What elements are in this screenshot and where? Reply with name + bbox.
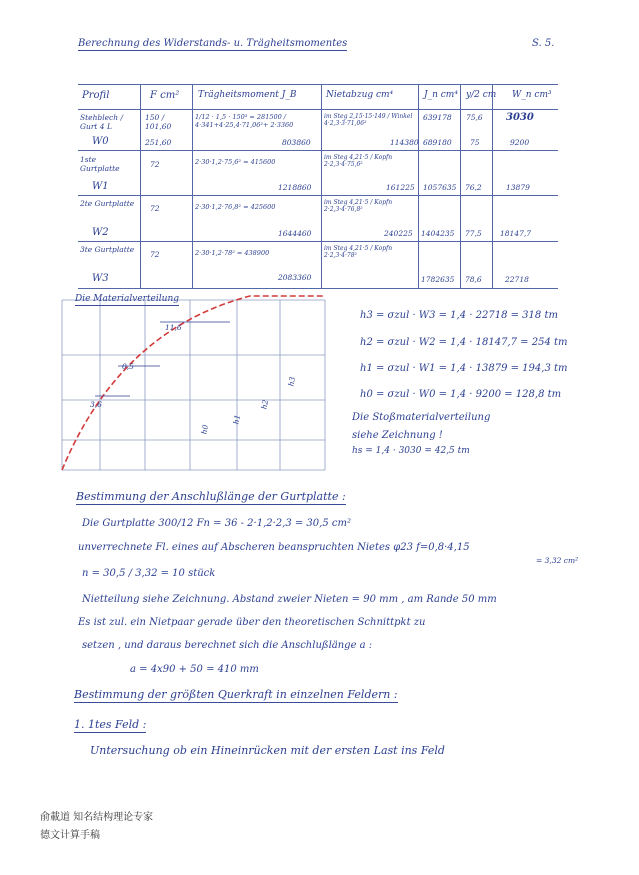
page-number: S. 5. bbox=[532, 38, 555, 49]
table-cell-niet: 161225 bbox=[386, 183, 415, 192]
diagram-label-h1: h1 bbox=[231, 413, 243, 426]
table-cell-f: 72 bbox=[150, 250, 160, 259]
table-cell-f: 72 bbox=[150, 160, 160, 169]
table-cell-y: 75 bbox=[470, 138, 480, 147]
formula-h2: h2 = σzul · W2 = 1,4 · 18147,7 = 254 tm bbox=[360, 337, 568, 348]
section-anschlusslaenge-title: Bestimmung der Anschlußlänge der Gurtplatte : bbox=[76, 490, 346, 503]
table-cell-j: 2083360 bbox=[278, 273, 312, 282]
table-cell-jn: 1057635 bbox=[423, 183, 457, 192]
table-cell-profil: 3te Gurtplatte bbox=[80, 245, 135, 254]
table-cell-w: 18147,7 bbox=[500, 229, 532, 238]
table-cell-f: 251,60 bbox=[145, 138, 172, 147]
table-header-nietabzug: Nietabzug cm⁴ bbox=[326, 90, 394, 100]
table-cell-w: 22718 bbox=[505, 275, 529, 284]
page-title: Berechnung des Widerstands- u. Trägheitsmomentes bbox=[78, 38, 348, 49]
table-cell-profil: W2 bbox=[92, 227, 109, 238]
table-cell-profil: 1ste Gurtplatte bbox=[80, 155, 120, 173]
text-line: setzen , und daraus berechnet sich die Anschlußlänge a : bbox=[82, 640, 373, 651]
text-line: n = 30,5 / 3,32 = 10 stück bbox=[82, 568, 216, 579]
table-cell-jn: 639178 bbox=[423, 113, 452, 122]
table-header-traegheit: Trägheitsmoment J_B bbox=[198, 90, 297, 100]
table-cell-j: 1644460 bbox=[278, 229, 312, 238]
table-cell-j: 803860 bbox=[282, 138, 311, 147]
table-cell-jn: 1404235 bbox=[421, 229, 455, 238]
table-header-y: y/2 cm bbox=[466, 90, 497, 100]
table-cell-jn: 689180 bbox=[423, 138, 452, 147]
note-siehe-zeichnung: siehe Zeichnung ! bbox=[352, 430, 443, 441]
diagram-label-dim2: 0,5 bbox=[122, 362, 134, 371]
table-cell-niet: 114380 bbox=[390, 138, 419, 147]
table-cell-j: 1218860 bbox=[278, 183, 312, 192]
watermark-line2: 德文计算手稿 bbox=[40, 830, 100, 841]
table-cell-f: 150 / 101,60 bbox=[145, 113, 172, 131]
note-stossmaterial: Die Stoßmaterialverteilung bbox=[352, 412, 491, 423]
table-cell-niet: im Steg 4,21·5 / Kopfn 2·2,3·4·78² bbox=[324, 245, 393, 259]
diagram-label-dim1: 3,6 bbox=[90, 400, 102, 409]
table-cell-w: 9200 bbox=[510, 138, 530, 147]
section-querkraft-title: Bestimmung der größten Querkraft in einzelnen Feldern : bbox=[74, 688, 398, 701]
diagram-label-h2: h2 bbox=[259, 398, 271, 411]
section-item-feld: 1. 1tes Feld : bbox=[74, 718, 147, 731]
formula-h0: h0 = σzul · W0 = 1,4 · 9200 = 128,8 tm bbox=[360, 389, 562, 400]
diagram-label-dim3: 11,6 bbox=[165, 323, 182, 332]
diagram-label-h3: h3 bbox=[286, 375, 298, 388]
text-line: = 3,32 cm² bbox=[536, 556, 579, 565]
table-cell-profil: Stehblech / Gurt 4 L bbox=[80, 113, 124, 131]
table-cell-niet: 240225 bbox=[384, 229, 413, 238]
table-cell-jn: 1782635 bbox=[421, 275, 455, 284]
table-header-wn: W_n cm³ bbox=[512, 90, 552, 100]
table-cell-y: 78,6 bbox=[465, 275, 482, 284]
table-cell-profil: W1 bbox=[92, 181, 109, 192]
watermark-line1: 俞載道 知名结构理论专家 bbox=[40, 812, 154, 823]
table-cell-niet: im Steg 2,15·15·149 / Winkel 4·2,3·3·71,06² bbox=[324, 113, 413, 127]
table-cell-niet: im Steg 4,21·5 / Kopfn 2·2,3·4·76,8² bbox=[324, 199, 393, 213]
text-line: a = 4x90 + 50 = 410 mm bbox=[130, 664, 259, 675]
table-cell-j: 1/12 · 1,5 · 150³ = 281500 / 4·341+4·25,4·71,06²+ 2·3360 bbox=[195, 113, 294, 129]
table-cell-y: 77,5 bbox=[465, 229, 482, 238]
table-cell-w: 13879 bbox=[506, 183, 530, 192]
table-header-jn: J_n cm⁴ bbox=[424, 90, 458, 100]
table-header-f: F cm² bbox=[150, 90, 180, 101]
text-line: Die Gurtplatte 300/12 Fn = 36 - 2·1,2·2,3 = 30,5 cm² bbox=[82, 518, 351, 529]
diagram-title: Die Materialverteilung bbox=[75, 294, 179, 304]
table-cell-y: 75,6 bbox=[466, 113, 483, 122]
table-cell-f: 72 bbox=[150, 204, 160, 213]
text-line: Untersuchung ob ein Hineinrücken mit der ersten Last ins Feld bbox=[90, 744, 445, 757]
table-cell-profil: W3 bbox=[92, 273, 109, 284]
text-line: Nietteilung siehe Zeichnung. Abstand zweier Nieten = 90 mm , am Rande 50 mm bbox=[82, 594, 497, 605]
table-cell-w: 3030 bbox=[506, 112, 534, 123]
table-cell-j: 2·30·1,2·78² = 438900 bbox=[195, 249, 270, 257]
table-cell-j: 2·30·1,2·75,6² = 415600 bbox=[195, 158, 276, 166]
formula-h3: h3 = σzul · W3 = 1,4 · 22718 = 318 tm bbox=[360, 310, 558, 321]
text-line: Es ist zul. ein Nietpaar gerade über den theoretischen Schnittpkt zu bbox=[78, 617, 426, 628]
diagram-label-h0: h0 bbox=[199, 423, 211, 436]
formula-h1: h1 = σzul · W1 = 1,4 · 13879 = 194,3 tm bbox=[360, 363, 568, 374]
table-header-profil: Profil bbox=[82, 90, 110, 101]
table-cell-y: 76,2 bbox=[465, 183, 482, 192]
table-cell-profil: W0 bbox=[92, 136, 109, 147]
table-cell-j: 2·30·1,2·76,8² = 425600 bbox=[195, 203, 276, 211]
table-cell-profil: 2te Gurtplatte bbox=[80, 199, 135, 208]
text-line: unverrechnete Fl. eines auf Abscheren beanspruchten Nietes φ23 f=0,8·4,15 bbox=[78, 542, 470, 553]
formula-hs: hs = 1,4 · 3030 = 42,5 tm bbox=[352, 446, 470, 456]
table-cell-niet: im Steg 4,21·5 / Kopfn 2·2,3·4·75,6² bbox=[324, 154, 393, 168]
